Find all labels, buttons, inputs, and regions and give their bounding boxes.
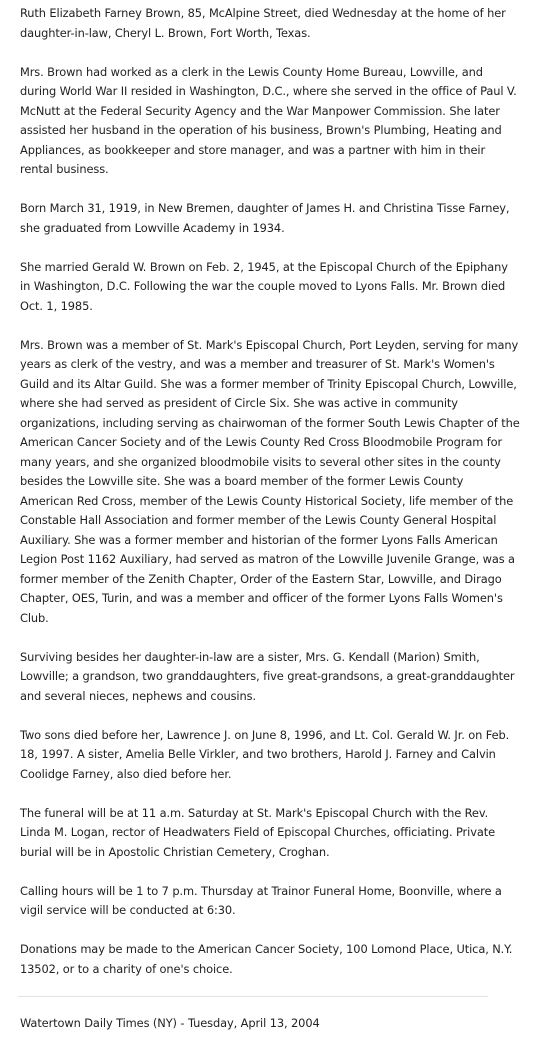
obituary-paragraph-predeceased: Two sons died before her, Lawrence J. on June 8, 1996, and Lt. Col. Gerald W. Jr. on Feb. 18, 1997. A sister, Amelia Belle Virkler, and two brothers, Harold J. Farney and Calvin Coolidge Farney, also died before her. [20,727,510,781]
obituary-paragraph-death-notice: Ruth Elizabeth Farney Brown, 85, McAlpine Street, died Wednesday at the home of her daughter-in-law, Cheryl L. Brown, Fort Worth, Texas. [20,6,506,40]
obituary-paragraph-career: Mrs. Brown had worked as a clerk in the Lewis County Home Bureau, Lowville, and during World War II resided in Washington, D.C., where she served in the office of Paul V. McNutt at the Federal Security Agency and the War Manpower Commission. She later assisted her husband in the operation of his business, Brown's Plumbing, Heating and Appliances, as bookkeeper and store manager, and was a partner with him in their rental business. [20,64,517,176]
obituary-paragraph-funeral: The funeral will be at 11 a.m. Saturday at St. Mark's Episcopal Church with the Rev. Linda M. Logan, rector of Headwaters Field of Episcopal Churches, officiating. Private burial will be in Apostolic Christian Cemetery, Croghan. [20,805,496,859]
source-attribution: Watertown Daily Times (NY) - Tuesday, April 13, 2004 [20,1016,320,1030]
obituary-article [20,4,520,999]
obituary-paragraph-donations: Donations may be made to the American Cancer Society, 100 Lomond Place, Utica, N.Y. 13502, or to a charity of one's choice. [20,942,513,976]
obituary-paragraph-survivors: Surviving besides her daughter-in-law are a sister, Mrs. G. Kendall (Marion) Smith, Lowville; a grandson, two granddaughters, five great-grandsons, a great-granddaughter and several nieces, nephews and cousins. [20,649,515,703]
obituary-paragraph-calling-hours: Calling hours will be 1 to 7 p.m. Thursday at Trainor Funeral Home, Boonville, where a vigil service will be conducted at 6:30. [20,883,502,917]
obituary-paragraph-marriage: She married Gerald W. Brown on Feb. 2, 1945, at the Episcopal Church of the Epiphany in Washington, D.C. Following the war the couple moved to Lyons Falls. Mr. Brown died Oct. 1, 1985. [20,259,508,313]
obituary-paragraph-memberships: Mrs. Brown was a member of St. Mark's Episcopal Church, Port Leyden, serving for many years as clerk of the vestry, and was a member and treasurer of St. Mark's Women's Guild and its Altar Guild. She was a former member of Trinity Episcopal Church, Lowville, where she had served as president of Circle Six. She was active in community organizations, including serving as chairwoman of the former South Lewis Chapter of the American Cancer Society and of the Lewis County Red Cross Bloodmobile Program for many years, and she organized bloodmobile visits to several other sites in the county besides the Lowville site. She was a board member of the former Lewis County American Red Cross, member of the Lewis County Historical Society, life member of the Constable Hall Association and former member of the Lewis County General Hospital Auxiliary. She was a former member and historian of the former Lyons Falls American Legion Post 1162 Auxiliary, had served as matron of the Lowville Juvenile Grange, was a former member of the Zenith Chapter, Order of the Eastern Star, Lowville, and Dirago Chapter, OES, Turin, and was a member and officer of the former Lyons Falls Women's Club. [20,337,520,625]
source-divider [18,996,488,997]
obituary-paragraph-birth: Born March 31, 1919, in New Bremen, daughter of James H. and Christina Tisse Farney, she graduated from Lowville Academy in 1934. [20,201,510,235]
